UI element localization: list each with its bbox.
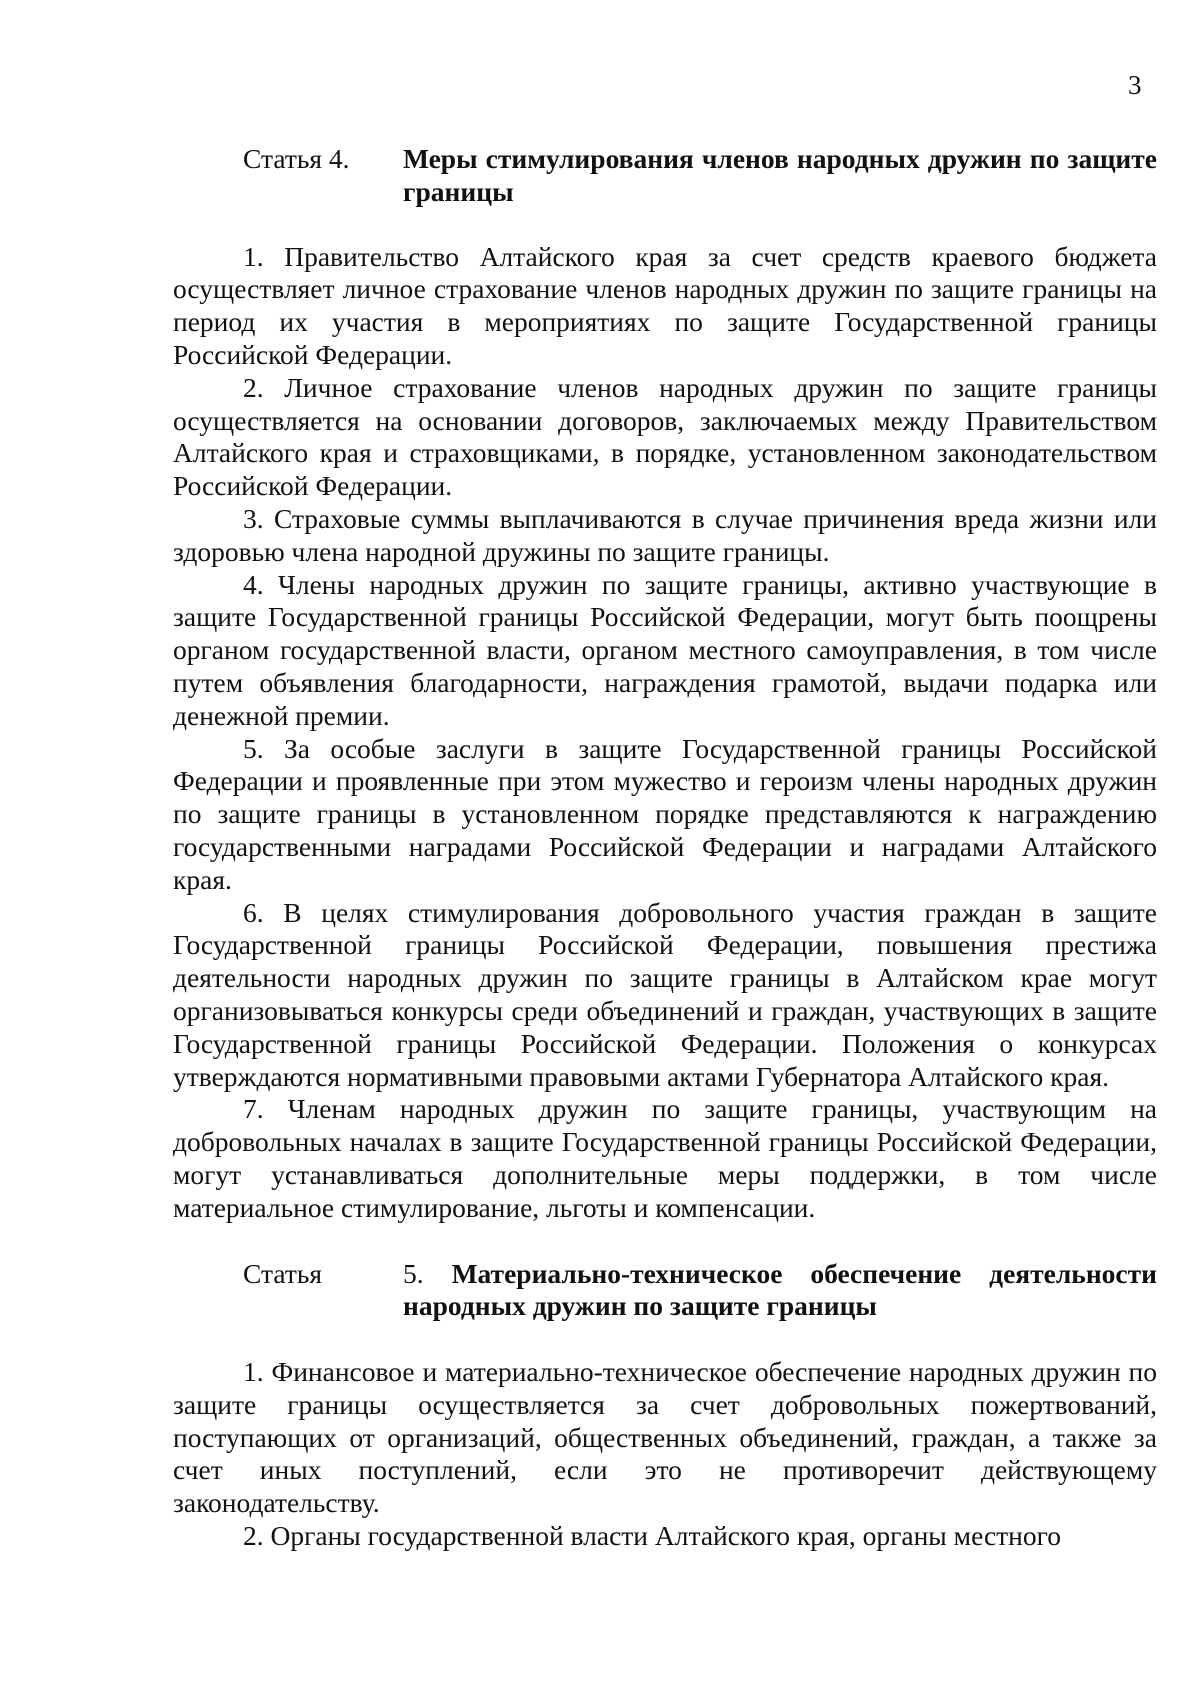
article-4-paragraph-2: 2. Личное страхование членов народных дружин по защите границы осуществляется на основании договоров, заключаемых между Правительством Алтайского края и страховщиками, в порядке, установленном законодательством Российской Федерации. bbox=[173, 371, 1157, 502]
article-4-label: Статья 4. bbox=[243, 143, 350, 174]
article-5-title-text-1: Материально-техническое обеспечение деятельности bbox=[451, 1257, 1157, 1289]
article-5-number: 5. bbox=[403, 1257, 424, 1289]
article-5-title-line-1 bbox=[403, 1258, 1157, 1291]
article-5-paragraph-2: 2. Органы государственной власти Алтайского края, органы местного bbox=[243, 1520, 1061, 1552]
article-5-label: Статья bbox=[243, 1257, 323, 1289]
article-4-paragraph-4: 4. Члены народных дружин по защите границы, активно участвующие в защите Государственной границы Российской Федерации, могут быть поощрены органом государственной власти, органом местного самоуправления, в том числе путем объявления благодарности, награждения грамотой, выдачи подарка или денежной премии. bbox=[173, 568, 1157, 731]
article-4-paragraph-1: 1. Правительство Алтайского края за счет средств краевого бюджета осуществляет личное страхование членов народных дружин по защите границы на период их участия в мероприятиях по защите Государственной границы Российской Федерации. bbox=[173, 240, 1157, 370]
article-4-heading bbox=[173, 143, 1157, 209]
article-5-heading bbox=[173, 1258, 1157, 1324]
article-5-paragraph-1: 1. Финансовое и материально-техническое обеспечение народных дружин по защите границы осуществляется за счет добровольных пожертвований, поступающих от организаций, общественных объединений, граждан, а также за счет иных поступлений, если это не противоречит действующему законодательству. bbox=[173, 1356, 1157, 1519]
article-4-paragraph-7: 7. Членам народных дружин по защите границы, участвующим на добровольных началах в защите Государственной границы Российской Федерации, могут устанавливаться дополнительные меры поддержки, в том числе материальное стимулирование, льготы и компенсации. bbox=[173, 1093, 1157, 1223]
document-body bbox=[173, 143, 1157, 1553]
article-4-paragraph-3: 3. Страховые суммы выплачиваются в случае причинения вреда жизни или здоровью члена народной дружины по защите границы. bbox=[173, 502, 1157, 567]
page-number: 3 bbox=[1128, 70, 1142, 100]
article-5-title-line-2: народных дружин по защите границы bbox=[403, 1290, 877, 1322]
article-5-title bbox=[403, 1258, 1157, 1324]
article-4-paragraph-5: 5. За особые заслуги в защите Государственной границы Российской Федерации и проявленные при этом мужество и героизм члены народных дружин по защите границы в установленном порядке представляются к награждению государственными наградами Российской Федерации и наградами Алтайского края. bbox=[173, 732, 1157, 895]
article-4-paragraph-6: 6. В целях стимулирования добровольного участия граждан в защите Государственной границы Российской Федерации, повышения престижа деятельности народных дружин по защите границы в Алтайском крае могут организовываться конкурсы среди объединений и граждан, участвующих в защите Государственной границы Российской Федерации. Положения о конкурсах утверждаются нормативными правовыми актами Губернатора Алтайского края. bbox=[173, 896, 1157, 1092]
article-4-title: Меры стимулирования членов народных дружин по защите границы bbox=[403, 143, 1157, 207]
